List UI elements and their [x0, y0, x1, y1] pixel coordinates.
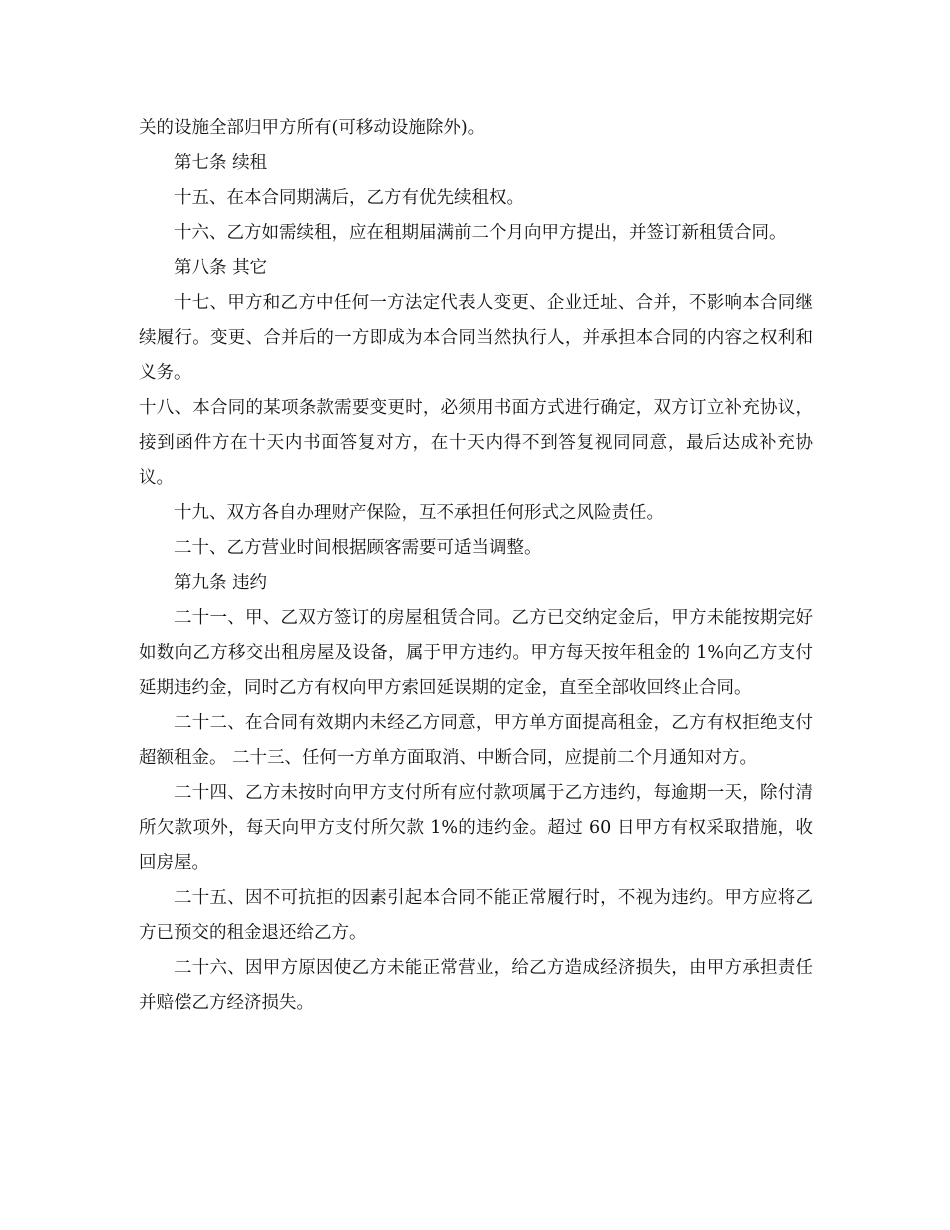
clause-17: 十七、甲方和乙方中任何一方法定代表人变更、企业迁址、合并，不影响本合同继续履行。变更、合并后的一方即成为本合同当然执行人，并承担本合同的内容之权利和义务。 [139, 293, 813, 383]
clause-25: 二十五、因不可抗拒的因素引起本合同不能正常履行时，不视为违约。甲方应将乙方已预交的租金退还给乙方。 [139, 888, 813, 943]
document-body [139, 111, 813, 1021]
paragraph-continuation: 关的设施全部归甲方所有(可移动设施除外)。 [139, 118, 486, 138]
article-8-heading: 第八条 其它 [174, 258, 268, 278]
clause-16: 十六、乙方如需续租，应在租期届满前二个月向甲方提出，并签订新租赁合同。 [174, 223, 787, 243]
clause-22-23: 二十二、在合同有效期内未经乙方同意，甲方单方面提高租金，乙方有权拒绝支付超额租金。 二十三、任何一方单方面取消、中断合同，应提前二个月通知对方。 [139, 713, 813, 768]
clause-21: 二十一、甲、乙双方签订的房屋租赁合同。乙方已交纳定金后，甲方未能按期完好如数向乙方移交出租房屋及设备，属于甲方违约。甲方每天按年租金的 1%向乙方支付延期违约金，同时乙方有权向甲方索回延误期的定金，直至全部收回终止合同。 [139, 608, 813, 698]
clause-19: 十九、双方各自办理财产保险，互不承担任何形式之风险责任。 [174, 503, 664, 523]
article-7-heading: 第七条 续租 [174, 153, 268, 173]
clause-15: 十五、在本合同期满后，乙方有优先续租权。 [174, 188, 524, 208]
clause-24: 二十四、乙方未按时向甲方支付所有应付款项属于乙方违约，每逾期一天，除付清所欠款项外，每天向甲方支付所欠款 1%的违约金。超过 60 日甲方有权采取措施，收回房屋。 [139, 783, 813, 873]
clause-26: 二十六、因甲方原因使乙方未能正常营业，给乙方造成经济损失，由甲方承担责任并赔偿乙方经济损失。 [139, 958, 813, 1013]
clause-20: 二十、乙方营业时间根据顾客需要可适当调整。 [174, 538, 542, 558]
clause-18: 十八、本合同的某项条款需要变更时，必须用书面方式进行确定，双方订立补充协议，接到函件方在十天内书面答复对方，在十天内得不到答复视同同意，最后达成补充协议。 [139, 398, 813, 488]
article-9-heading: 第九条 违约 [174, 573, 268, 593]
